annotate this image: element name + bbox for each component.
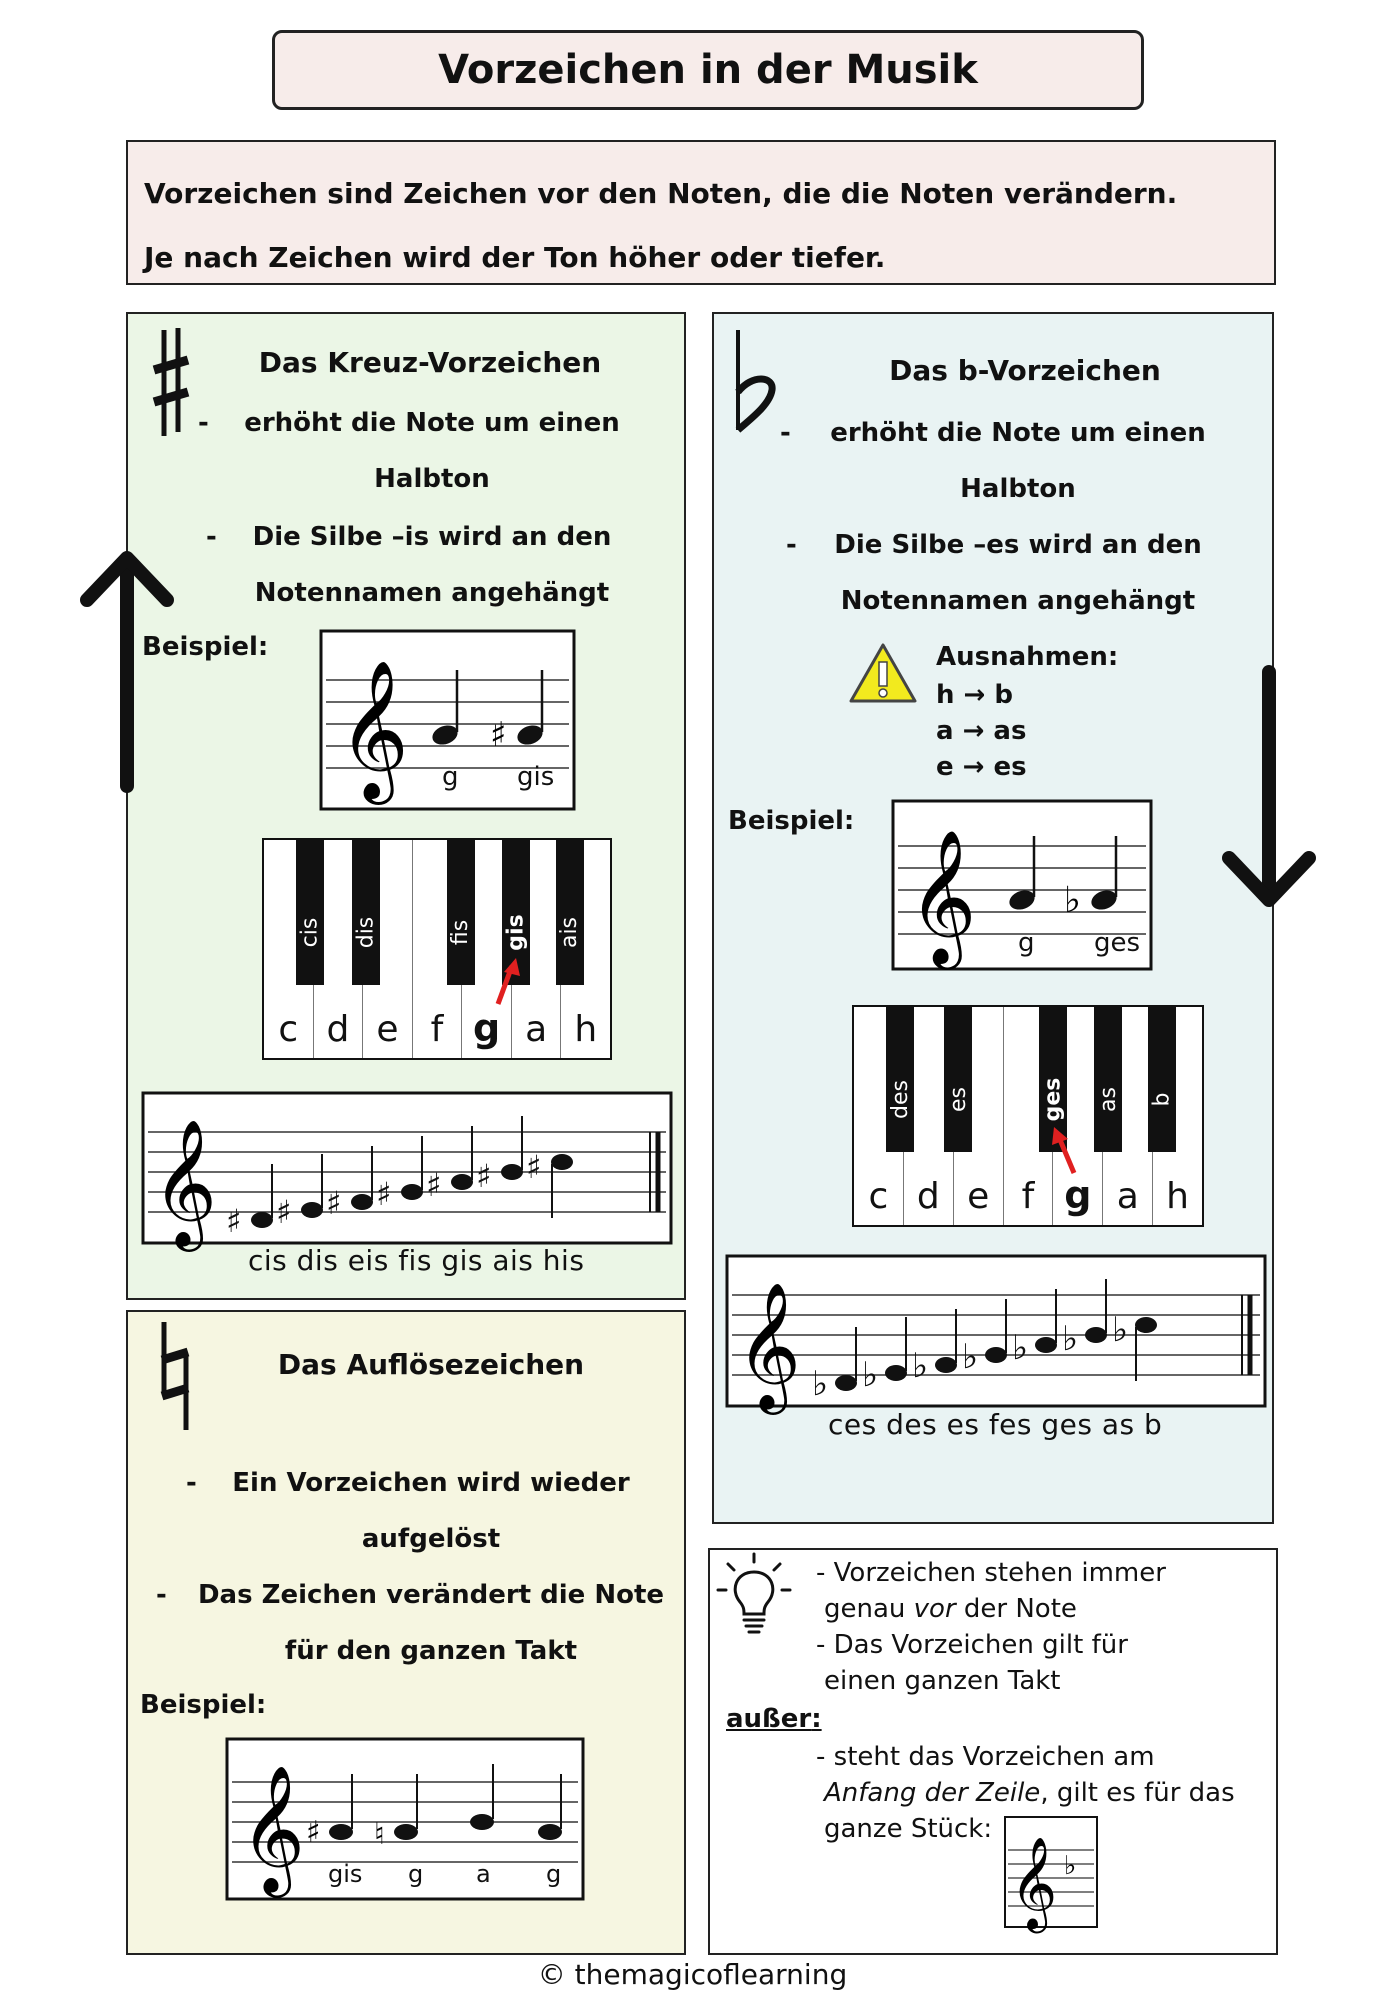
lightbulb-icon [714, 1550, 794, 1640]
black-key-label: fis [448, 919, 474, 946]
black-key [1094, 1007, 1122, 1152]
natural-note-g: g [408, 1860, 424, 1888]
tip-1b-emphasis: vor [913, 1594, 956, 1624]
tip-3a: - steht das Vorzeichen am [816, 1742, 1155, 1772]
tip-2b: einen ganzen Takt [824, 1666, 1061, 1696]
black-key-label: gis [503, 914, 529, 951]
copyright-footer: © themagicoflearning [537, 1958, 848, 1991]
black-key [352, 840, 380, 985]
natural-bullet-1b: aufgelöst [361, 1524, 501, 1554]
black-key [296, 840, 324, 985]
natural-heading: Das Auflösezeichen [277, 1348, 585, 1381]
tip-1a: - Vorzeichen stehen immer [816, 1558, 1166, 1588]
svg-text:♯: ♯ [226, 1202, 242, 1240]
svg-text:♯: ♯ [376, 1175, 392, 1213]
black-key [447, 840, 475, 985]
svg-text:♭: ♭ [1064, 880, 1081, 921]
svg-text:♭: ♭ [1112, 1310, 1129, 1350]
tip-ausser: außer: [726, 1704, 822, 1734]
sharp-scale-staff [142, 1092, 672, 1244]
sharp-heading: Das Kreuz-Vorzeichen [258, 346, 602, 379]
white-key-label: a [525, 1009, 548, 1050]
flat-bullet-2a: Die Silbe –es wird an den [834, 530, 1202, 560]
sharp-bullet-1a: erhöht die Note um einen [244, 408, 620, 438]
white-key-label: a [1116, 1176, 1139, 1217]
warning-icon [848, 642, 918, 704]
exception-3: e → es [936, 752, 1027, 782]
intro-box [126, 140, 1276, 285]
tip-1b-pre: genau [824, 1594, 914, 1624]
natural-icon [156, 1322, 196, 1432]
natural-example-staff [226, 1738, 584, 1900]
red-arrow-icon [492, 958, 522, 1008]
white-key-label: c [868, 1176, 889, 1217]
tip-ausser-word: außer [726, 1704, 812, 1734]
tip-3b [824, 1778, 1235, 1808]
white-key-label: f [1021, 1176, 1035, 1217]
intro-line-1: Vorzeichen sind Zeichen vor den Noten, die die Noten verändern. [144, 177, 1178, 210]
black-key-label: ais [557, 916, 583, 949]
black-key-label: dis [353, 916, 379, 949]
svg-text:𝄞: 𝄞 [240, 1764, 306, 1892]
treble-clef-icon: 𝄞 [338, 660, 409, 799]
black-key-label: b [1149, 1092, 1175, 1107]
natural-bullet-dash-1: - [186, 1468, 197, 1498]
svg-text:𝄞: 𝄞 [908, 829, 977, 964]
svg-text:𝄞: 𝄞 [1010, 1836, 1058, 1929]
svg-text:♯: ♯ [276, 1193, 292, 1231]
natural-bullet-2a: Das Zeichen verändert die Note [197, 1580, 665, 1610]
natural-note-gis: gis [328, 1860, 363, 1888]
svg-text:𝄞: 𝄞 [736, 1281, 802, 1409]
svg-text:♯: ♯ [326, 1184, 342, 1222]
white-key-label: c [278, 1009, 299, 1050]
svg-text:♭: ♭ [812, 1364, 829, 1404]
black-key [1148, 1007, 1176, 1152]
white-key-label: g [473, 1006, 501, 1050]
tip-3c: ganze Stück: [824, 1814, 993, 1844]
black-key-label: cis [297, 917, 323, 948]
sharp-bullet-1b: Halbton [374, 464, 490, 494]
natural-bullet-dash-2: - [156, 1580, 167, 1610]
svg-text:♭: ♭ [962, 1337, 979, 1377]
sharp-example-label: Beispiel: [142, 632, 269, 662]
flat-example-label: Beispiel: [728, 806, 855, 836]
natural-note-g2: g [546, 1860, 562, 1888]
flat-scale-names: ces des es fes ges as b [828, 1408, 1163, 1441]
black-key [886, 1007, 914, 1152]
black-key-label: des [887, 1080, 913, 1119]
sharp-bullet-dash-2: - [206, 522, 217, 552]
natural-example-label: Beispiel: [140, 1690, 267, 1720]
svg-text:♮: ♮ [374, 1817, 385, 1852]
flat-keyboard [852, 1005, 1204, 1227]
svg-text:♯: ♯ [526, 1148, 542, 1186]
white-key-label: h [1166, 1176, 1189, 1217]
white-key-label: h [574, 1009, 598, 1050]
white-key-label: e [967, 1176, 990, 1217]
page-title: Vorzeichen in der Musik [272, 30, 1144, 110]
intro-line-2: Je nach Zeichen wird der Ton höher oder tiefer. [144, 241, 886, 274]
tip-1b-post: der Note [955, 1594, 1077, 1624]
sharp-bullet-2b: Notennamen angehängt [254, 578, 610, 608]
key-signature-staff [1004, 1816, 1098, 1928]
exceptions-label: Ausnahmen: [936, 642, 1119, 672]
black-key [944, 1007, 972, 1152]
flat-scale-staff [726, 1255, 1266, 1407]
tip-3b-emphasis: Anfang der Zeile [824, 1778, 1041, 1808]
tip-3b-post: , gilt es für das [1040, 1778, 1235, 1808]
flat-bullet-dash-1: - [780, 418, 791, 448]
white-key-label: g [1064, 1173, 1092, 1217]
sharp-keyboard [262, 838, 612, 1060]
black-key-label: ges [1040, 1077, 1066, 1122]
flat-bullet-1b: Halbton [960, 474, 1076, 504]
black-key [556, 840, 584, 985]
svg-text:𝄞: 𝄞 [152, 1118, 218, 1246]
flat-example-note-ges: ges [1094, 928, 1141, 958]
exception-1: h → b [936, 680, 1014, 710]
flat-bullet-1a: erhöht die Note um einen [830, 418, 1206, 448]
flat-bullet-2b: Notennamen angehängt [840, 586, 1196, 616]
svg-text:♯: ♯ [426, 1166, 442, 1204]
svg-text:♯: ♯ [476, 1157, 492, 1195]
sharp-example-note-g: g [442, 762, 459, 792]
arrow-up-icon [80, 548, 175, 788]
natural-bullet-2b: für den ganzen Takt [284, 1636, 578, 1666]
natural-bullet-1a: Ein Vorzeichen wird wieder [232, 1468, 630, 1498]
flat-heading: Das b-Vorzeichen [889, 354, 1161, 387]
flat-icon [730, 330, 780, 435]
svg-text:♭: ♭ [1012, 1328, 1029, 1368]
tip-2a: - Das Vorzeichen gilt für [816, 1630, 1128, 1660]
svg-text:♭: ♭ [862, 1355, 879, 1395]
svg-text:♭: ♭ [1062, 1319, 1079, 1359]
svg-text:♯: ♯ [490, 715, 507, 755]
black-key-label: as [1095, 1087, 1121, 1112]
sharp-example-note-gis: gis [517, 762, 555, 792]
arrow-down-icon [1222, 668, 1317, 913]
sharp-icon [150, 328, 190, 438]
white-key-label: d [326, 1009, 350, 1050]
svg-text:♯: ♯ [306, 1815, 321, 1850]
sharp-bullet-2a: Die Silbe –is wird an den [252, 522, 612, 552]
tip-1b [824, 1594, 1077, 1624]
red-arrow-icon [1050, 1127, 1080, 1177]
sharp-scale-names: cis dis eis fis gis ais his [248, 1244, 585, 1277]
flat-example-note-g: g [1018, 928, 1035, 958]
white-key-label: d [916, 1176, 940, 1217]
natural-note-a: a [476, 1860, 491, 1888]
svg-text:♭: ♭ [912, 1346, 929, 1386]
flat-bullet-dash-2: - [786, 530, 797, 560]
white-key-label: e [376, 1009, 399, 1050]
sharp-bullet-dash-1: - [198, 408, 209, 438]
exception-2: a → as [936, 716, 1027, 746]
black-key-label: es [945, 1087, 971, 1112]
white-key-label: f [430, 1009, 444, 1050]
svg-text:♭: ♭ [1064, 1851, 1077, 1881]
